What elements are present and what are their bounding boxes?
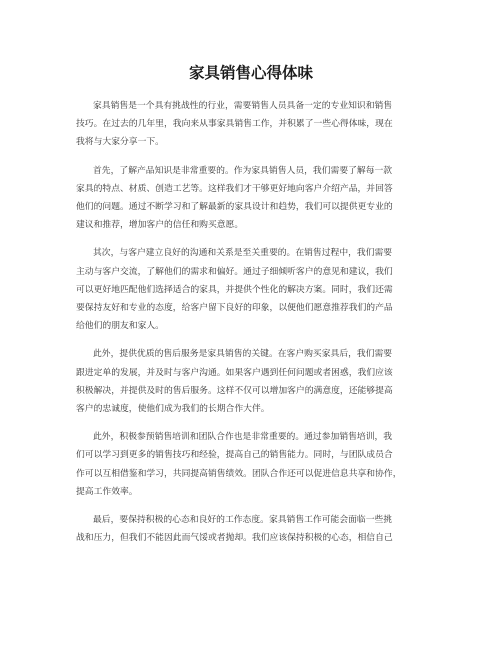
- text-line: 积极解决，并提供及时的售后服务。这样不仅可以增加客户的满意度，还能够提高: [76, 385, 393, 396]
- text-line: 家具的特点、材质、创造工艺等。这样我们才干够更好地向客户介绍产品，并回答: [76, 183, 393, 194]
- text-line: 我将与大家分享一下。: [76, 137, 164, 148]
- paragraph-attitude: [76, 511, 436, 547]
- paragraph-after-sales: [76, 345, 436, 418]
- text-line: 可以更好地匹配他们选择适合的家具，并提供个性化的解决方案。同时，我们还需: [76, 284, 393, 295]
- text-line: 最后，要保持积极的心态和良好的工作态度。家具销售工作可能会面临一些挑: [93, 515, 393, 526]
- text-line: 跟进定单的发展，并及时与客户沟通。如果客户遇到任何问题或者困惑，我们应该: [76, 367, 393, 378]
- text-line: 提高工作效率。: [76, 486, 138, 497]
- text-line: 主动与客户交流，了解他们的需求和偏好。通过子细倾听客户的意见和建议，我们: [76, 266, 393, 277]
- text-line: 客户的忠诚度，使他们成为我们的长期合作大伴。: [76, 404, 270, 415]
- text-line: 此外，提供优质的售后服务是家具销售的关键。在客户购买家具后，我们需要: [93, 349, 393, 360]
- paragraph-training-teamwork: [76, 428, 436, 501]
- text-line: 给他们的朋友和家人。: [76, 321, 164, 332]
- text-line: 他们的问题。通过不断学习和了解最新的家具设计和趋势，我们可以提供更专业的: [76, 202, 393, 213]
- text-line: 首先，了解产品知识是非常重要的。作为家具销售人员，我们需要了解每一款: [93, 165, 393, 176]
- text-line: 技巧。在过去的几年里，我向来从事家具销售工作，并积累了一些心得体味，现在: [76, 119, 393, 130]
- paragraph-communication: [76, 244, 436, 335]
- text-line: 其次，与客户建立良好的沟通和关系是至关重要的。在销售过程中，我们需要: [93, 248, 393, 259]
- text-line: 作可以互相借鉴和学习，共同提高销售绩效。团队合作还可以促进信息共享和协作，: [76, 468, 402, 479]
- text-line: 此外，积极参预销售培训和团队合作也是非常重要的。通过参加销售培训，我: [93, 432, 393, 443]
- text-line: 战和压力，但我们不能因此而气馁或者抛却。我们应该保持积极的心态，相信自己: [76, 533, 393, 544]
- text-line: 建议和推荐，增加客户的信任和购买意愿。: [76, 220, 244, 231]
- text-line: 们可以学习到更多的销售技巧和经验，提高自己的销售能力。同时，与团队成员合: [76, 450, 393, 461]
- paragraph-intro: [76, 97, 436, 152]
- document-body: [76, 97, 436, 557]
- paragraph-product-knowledge: [76, 162, 436, 235]
- text-line: 家具销售是一个具有挑战性的行业，需要销售人员具备一定的专业知识和销售: [93, 101, 393, 111]
- document-title: 家具销售心得体味: [188, 64, 313, 82]
- text-line: 要保持友好和专业的态度，给客户留下良好的印象，以便他们愿意推荐我们的产品: [76, 303, 393, 314]
